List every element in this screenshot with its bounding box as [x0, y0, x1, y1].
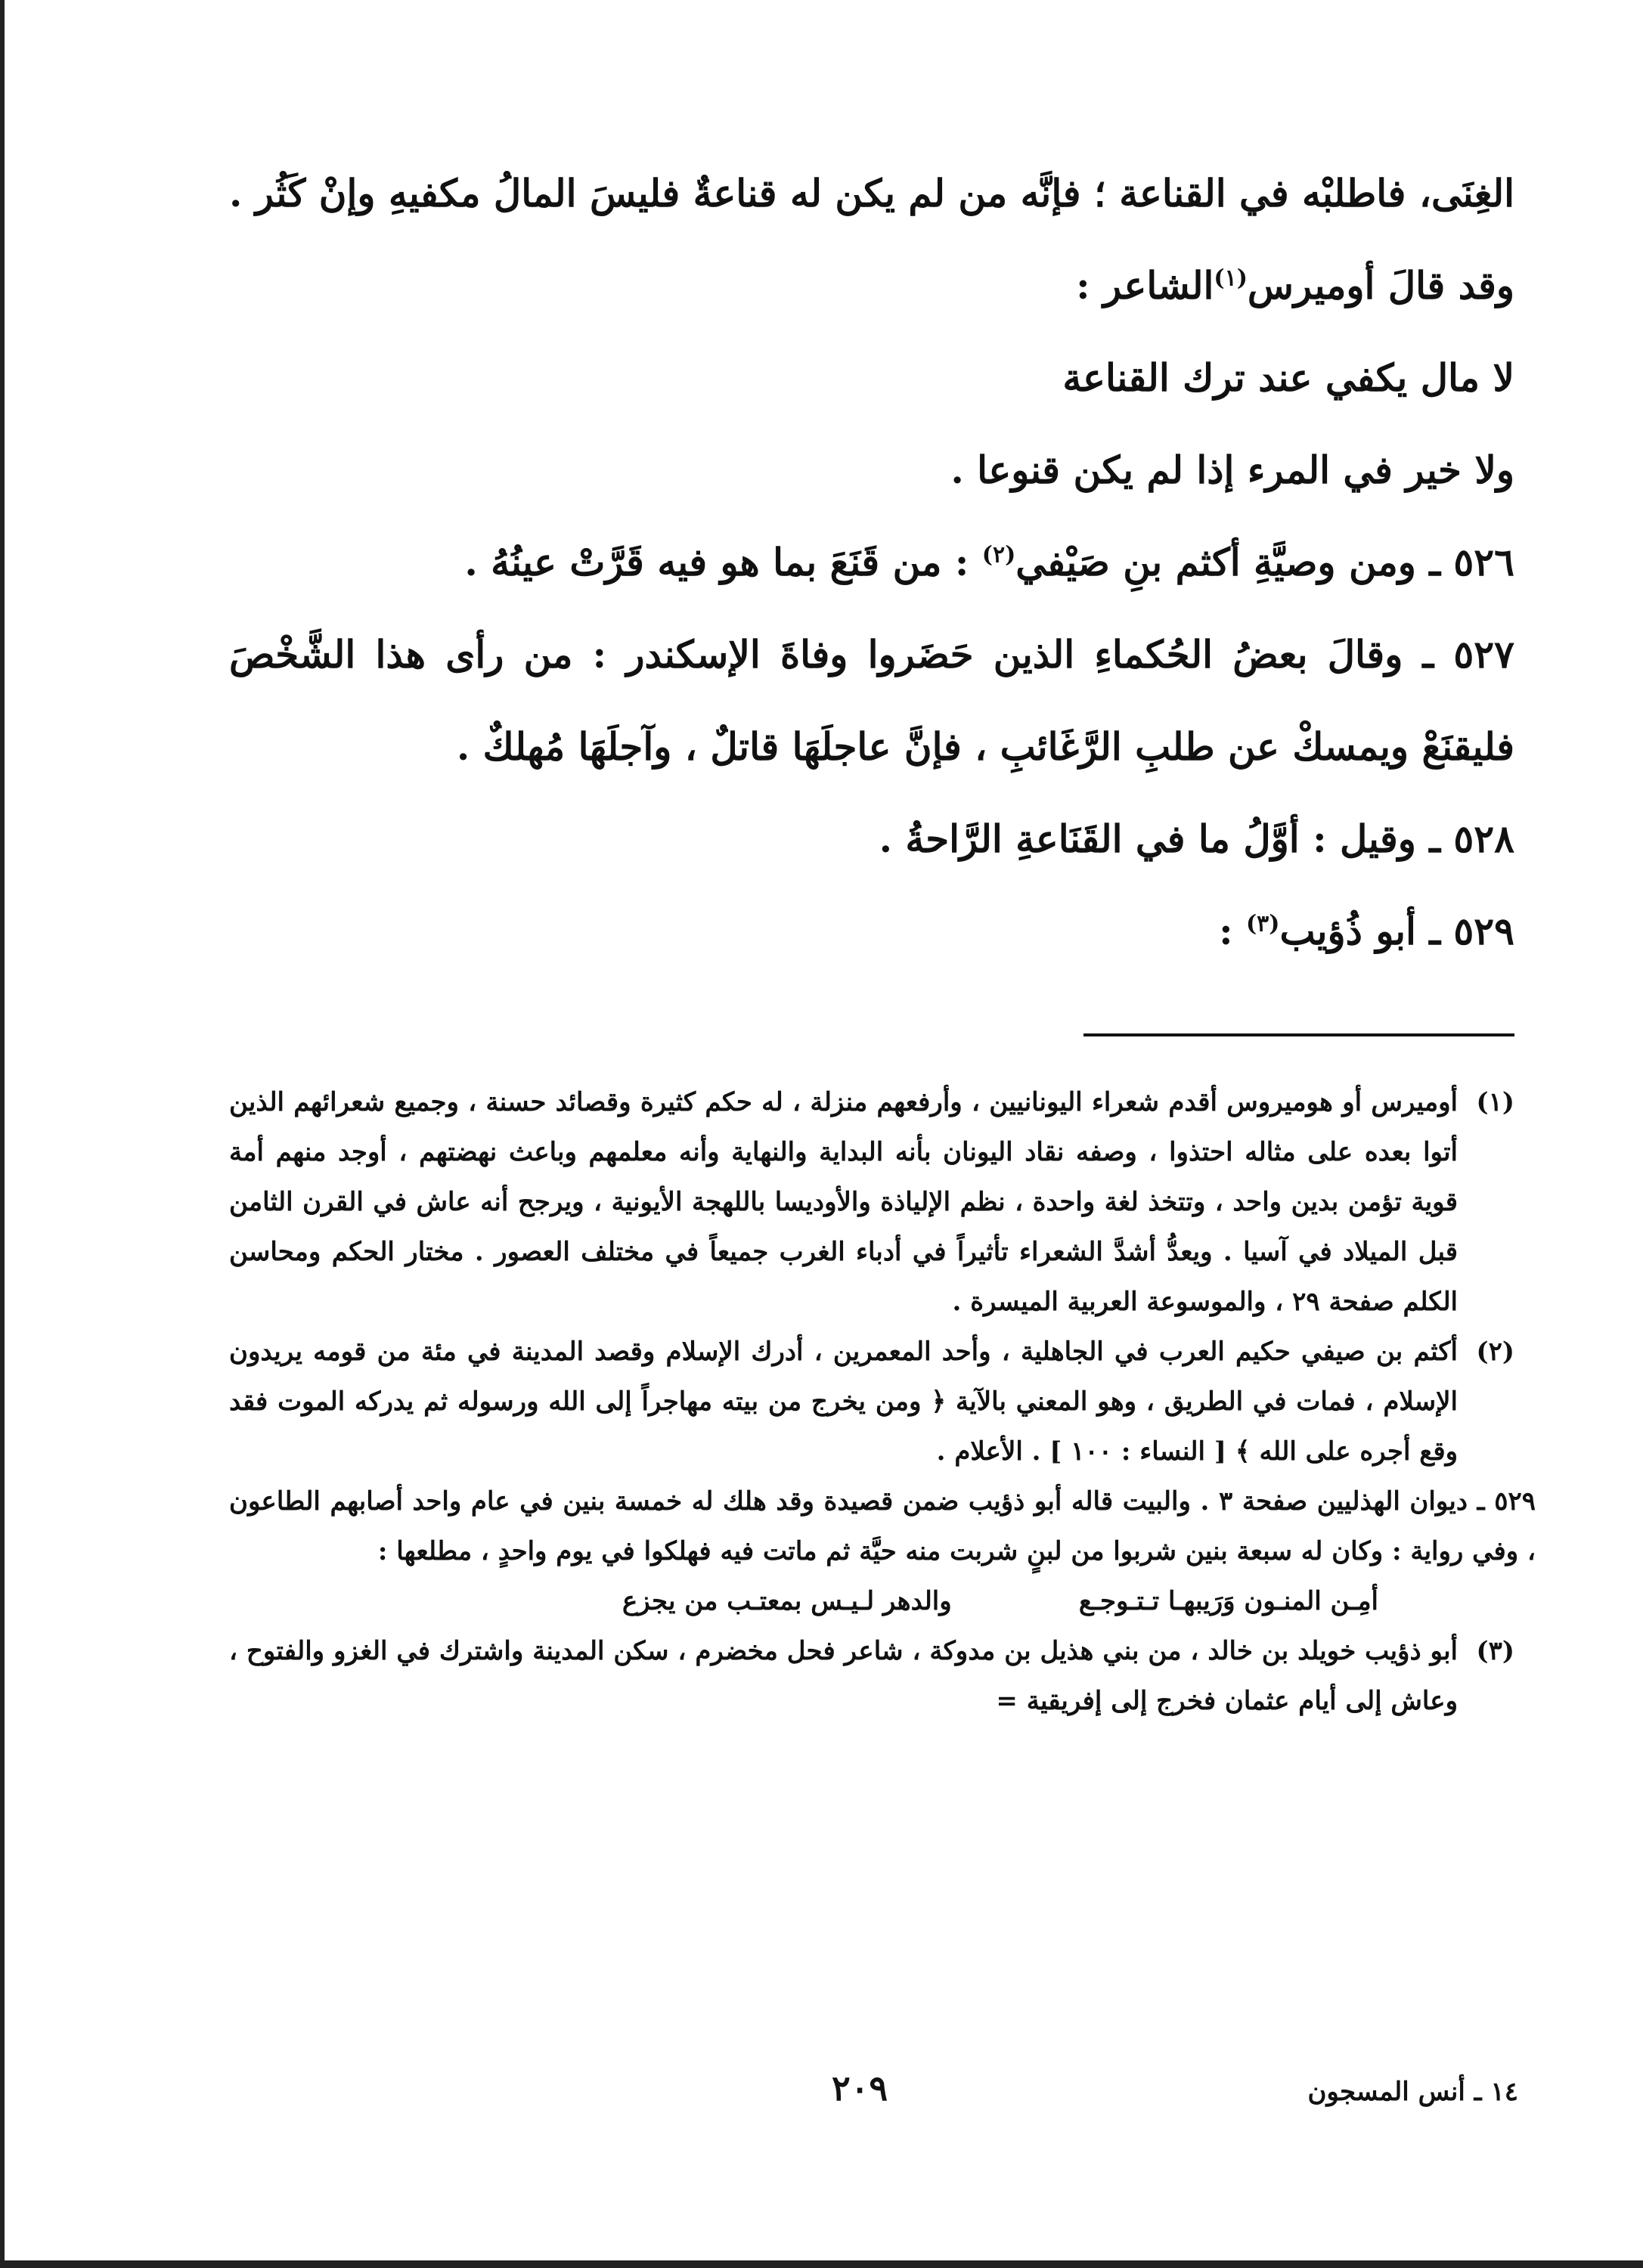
footnote-1-text: أوميرس أو هوميروس أقدم شعراء اليونانيين ، وأرفعهم منزلة ، له حكم كثيرة وقصائد حسنة ، وجميع شعرائهم الذين أتوا بعده على مثاله احتذوا ، وصفه نقاد اليونان بأنه البداية والنهاية وأنه معلمهم وباعث نهضتهم ، أوجد منهم أمة قوية تؤمن بدين واحد ، وتتخذ لغة واحدة ، نظم الإلياذة والأوديسا باللهجة الأيونية ، ويرجح أنه عاش في القرن الثامن قبل الميلاد في آسيا . ويعدُّ أشدَّ الشعراء تأثيراً في أدباء الغرب جميعاً في مختلف العصور . مختار الحكم ومحاسن الكلم صفحة ٢٩ ، والموسوعة العربية الميسرة .	[229, 1087, 1458, 1317]
footnote-divider	[1083, 1033, 1514, 1036]
footnote-529-verse-second-hemistich: والدهر لـيـس بمعتـب من يجزع	[622, 1586, 952, 1616]
entry-529-end: :	[1219, 909, 1233, 953]
footnotes	[229, 1077, 1536, 1726]
paragraph-intro-text: الغِنَى، فاطلبْه في القناعة ؛ فإنَّه من لم يكن له قناعةٌ فليسَ المالُ مكفيهِ وإنْ كَثُر . وقد قالَ أوميرس	[229, 171, 1514, 308]
footnote-2-marker: (٢)	[1476, 1337, 1514, 1367]
entry-526-end: : من قَنَعَ بما هو فيه قَرَّتْ عينُهُ .	[464, 540, 969, 584]
scan-edge-left	[0, 0, 5, 2268]
entry-529-start: ٥٢٩ ـ أبو ذُؤيب	[1279, 909, 1514, 953]
page-number: ٢٠٩	[832, 2068, 888, 2108]
running-footer: ١٤ ـ أنس المسجون	[1307, 2077, 1518, 2107]
footnote-3-marker: (٣)	[1476, 1636, 1514, 1666]
footnote-529-text: ٥٢٩ ـ ديوان الهذليين صفحة ٣ . والبيت قاله أبو ذؤيب ضمن قصيدة وقد هلك له خمسة بنين في عام واحد أصابهم الطاعون ، وفي رواية : وكان له سبعة بنين شربوا من لبنٍ شربت منه حيَّة ثم ماتت فيه فهلكوا في يوم واحدٍ ، مطلعها :	[229, 1486, 1536, 1566]
entry-529	[229, 885, 1514, 978]
footnote-529-verse-first-hemistich: أمِـن المنـون وَرَيبهـا تـتـوجـع	[1078, 1586, 1378, 1616]
scan-edge-bottom	[0, 2260, 1643, 2268]
page-footer	[0, 2068, 1643, 2113]
paragraph-intro	[229, 147, 1514, 332]
verse-line-2: ولا خير في المرء إذا لم يكن قنوعا .	[950, 448, 1514, 492]
verse-line-1: لا مال يكفي عند ترك القناعة	[1062, 355, 1514, 400]
entry-528: ٥٢٨ ـ وقيل : أوَّلُ ما في القَنَاعةِ الرَّاحةُ .	[879, 816, 1514, 861]
footnote-529-verse	[229, 1576, 1514, 1626]
footnote-1	[229, 1077, 1514, 1327]
footnote-ref-1[interactable]: (١)	[1214, 265, 1248, 292]
paragraph-intro-end: الشاعر :	[1076, 263, 1214, 308]
footnote-ref-2[interactable]: (٢)	[981, 541, 1016, 569]
footnote-3-text: أبو ذؤيب خويلد بن خالد ، من بني هذيل بن مدوكة ، شاعر فحل مخضرم ، سكن المدينة واشترك في الغزو والفتوح ، وعاش إلى أيام عثمان فخرج إلى إفريقية =	[229, 1636, 1458, 1716]
footnote-1-marker: (١)	[1476, 1087, 1514, 1117]
footnote-3	[229, 1626, 1514, 1726]
main-text	[229, 147, 1514, 978]
entry-527: ٥٢٧ ـ وقالَ بعضُ الحُكماءِ الذين حَضَروا وفاةَ الإسكندر : من رأى هذا الشَّخْصَ فليقنَعْ ويمسكْ عن طلبِ الرَّغَائبِ ، فإنَّ عاجلَهَا قاتلٌ ، وآجلَهَا مُهلكٌ .	[229, 632, 1514, 769]
footnote-2	[229, 1327, 1514, 1476]
footnote-2-text: أكثم بن صيفي حكيم العرب في الجاهلية ، وأحد المعمرين ، أدرك الإسلام وقصد المدينة في مئة من قومه يريدون الإسلام ، فمات في الطريق ، وهو المعني بالآية ﴿ ومن يخرج من بيته مهاجراً إلى الله ورسوله ثم يدركه الموت فقد وقع أجره على الله ﴾ [ النساء : ١٠٠ ] . الأعلام .	[229, 1337, 1458, 1467]
entry-526-start: ٥٢٦ ـ ومن وصيَّةِ أكثم بنِ صَيْفي	[1015, 540, 1514, 584]
entry-526	[229, 516, 1514, 609]
footnote-ref-3[interactable]: (٣)	[1245, 910, 1280, 937]
footnote-529	[229, 1476, 1536, 1576]
